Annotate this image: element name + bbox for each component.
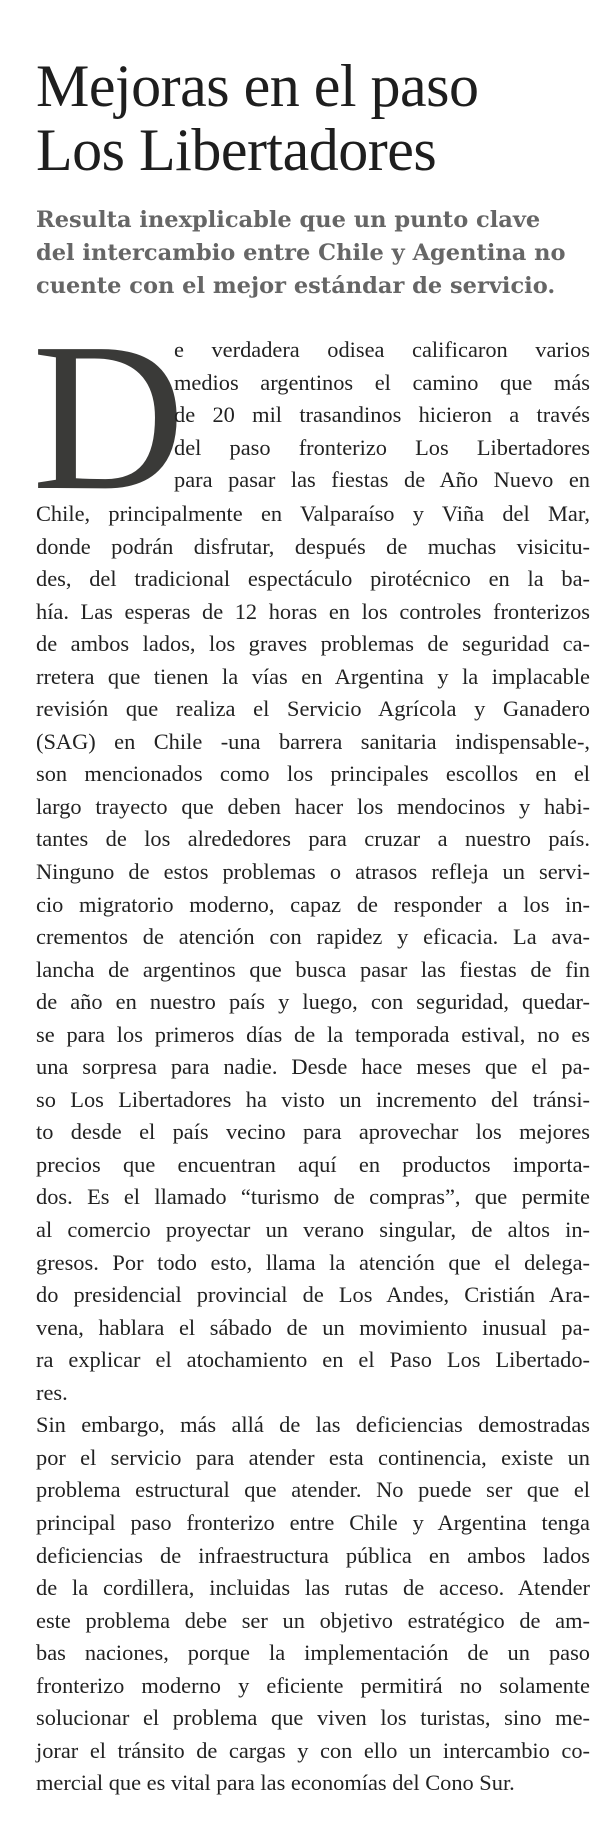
- article-body: [32, 299, 590, 1800]
- body-line: deficiencias de infraestructura pública en ambos lados: [36, 1542, 590, 1568]
- body-line: tantes de los alrededores para cruzar a nuestro país.: [36, 826, 590, 852]
- body-line: des, del tradicional espectáculo pirotécnico en la ba-: [36, 566, 590, 592]
- body-line: al comercio proyectar un verano singular, de altos in-: [36, 1217, 590, 1243]
- body-line: una sorpresa para nadie. Desde hace meses que el pa-: [36, 1054, 590, 1080]
- body-line: Ninguno de estos problemas o atrasos refleja un servi-: [36, 859, 590, 885]
- body-line: precios que encuentran aquí en productos importa-: [36, 1151, 590, 1177]
- body-line: por el servicio para atender esta continencia, existe un: [36, 1444, 590, 1470]
- body-line: (SAG) en Chile -una barrera sanitaria indispensable-,: [36, 728, 590, 754]
- body-line: to desde el país vecino para aprovechar los mejores: [36, 1119, 590, 1145]
- body-line: de la cordillera, incluidas las rutas de acceso. Atender: [36, 1575, 590, 1601]
- body-line: medios argentinos el camino que más: [174, 369, 590, 395]
- body-line: e verdadera odisea calificaron varios: [174, 337, 590, 362]
- body-line: cio migratorio moderno, capaz de responder a los in-: [36, 891, 590, 917]
- body-line: principal paso fronterizo entre Chile y Argentina tenga: [36, 1509, 590, 1535]
- deck-line: cuente con el mejor estándar de servicio.: [36, 273, 556, 299]
- body-line: hía. Las esperas de 12 horas en los controles fronterizos: [36, 598, 590, 624]
- body-line: de año en nuestro país y luego, con seguridad, quedar-: [36, 989, 590, 1015]
- deck-line: Resulta inexplicable que un punto clave: [36, 207, 541, 233]
- drop-cap: D: [32, 299, 186, 534]
- body-line: de ambos lados, los graves problemas de seguridad ca-: [36, 631, 590, 657]
- body-line: de 20 mil trasandinos hicieron a través: [174, 402, 590, 428]
- body-line: solucionar el problema que viven los turistas, sino me-: [36, 1705, 590, 1731]
- body-line: Chile, principalmente en Valparaíso y Viña del Mar,: [36, 501, 590, 526]
- body-line: do presidencial provincial de Los Andes, Cristián Ara-: [36, 1282, 590, 1308]
- body-line: crementos de atención con rapidez y eficacia. La ava-: [36, 924, 590, 950]
- body-line: vena, hablara el sábado de un movimiento inusual pa-: [36, 1314, 590, 1340]
- body-line: gresos. Por todo esto, llama la atención que el delega-: [36, 1249, 590, 1275]
- headline-line: Mejoras en el paso: [36, 53, 479, 119]
- body-line: rretera que tienen la vías en Argentina y la implacable: [36, 663, 590, 689]
- paragraph-1: [36, 498, 590, 1409]
- deck-line: del intercambio entre Chile y Agentina no: [36, 240, 566, 266]
- body-line: largo trayecto que deben hacer los mendocinos y habi-: [36, 793, 590, 819]
- body-line: bas naciones, porque la implementación de un paso: [36, 1640, 590, 1666]
- body-line: ra explicar el atochamiento en el Paso Los Libertado-: [36, 1347, 590, 1373]
- body-line: para pasar las fiestas de Año Nuevo en: [174, 467, 590, 493]
- drop-cap-box: [32, 299, 186, 534]
- headline: [36, 0, 590, 182]
- deck-subheading: [36, 204, 590, 303]
- body-line: res.: [36, 1379, 68, 1405]
- body-line: del paso fronterizo Los Libertadores: [174, 434, 590, 460]
- body-line: se para los primeros días de la temporada estival, no es: [36, 1021, 590, 1047]
- body-line: jorar el tránsito de cargas y con ello un intercambio co-: [36, 1737, 590, 1763]
- body-line: fronterizo moderno y eficiente permitirá no solamente: [36, 1672, 590, 1698]
- body-line: problema estructural que atender. No puede ser que el: [36, 1477, 590, 1503]
- body-line: mercial que es vital para las economías del Cono Sur.: [36, 1770, 515, 1796]
- headline-line: Los Libertadores: [36, 117, 437, 183]
- body-line: son mencionados como los principales escollos en el: [36, 761, 590, 787]
- body-line: donde podrán disfrutar, después de muchas visicitu-: [36, 533, 590, 559]
- body-line: so Los Libertadores ha visto un incremento del tránsi-: [36, 1086, 590, 1112]
- body-line: lancha de argentinos que busca pasar las fiestas de fin: [36, 956, 590, 982]
- body-line: dos. Es el llamado “turismo de compras”, que permite: [36, 1184, 590, 1210]
- body-line: revisión que realiza el Servicio Agrícola y Ganadero: [36, 696, 590, 722]
- body-line: Sin embargo, más allá de las deficiencias demostradas: [36, 1412, 590, 1438]
- body-line: este problema debe ser un objetivo estratégico de am-: [36, 1607, 590, 1633]
- paragraph-2: [36, 1409, 590, 1800]
